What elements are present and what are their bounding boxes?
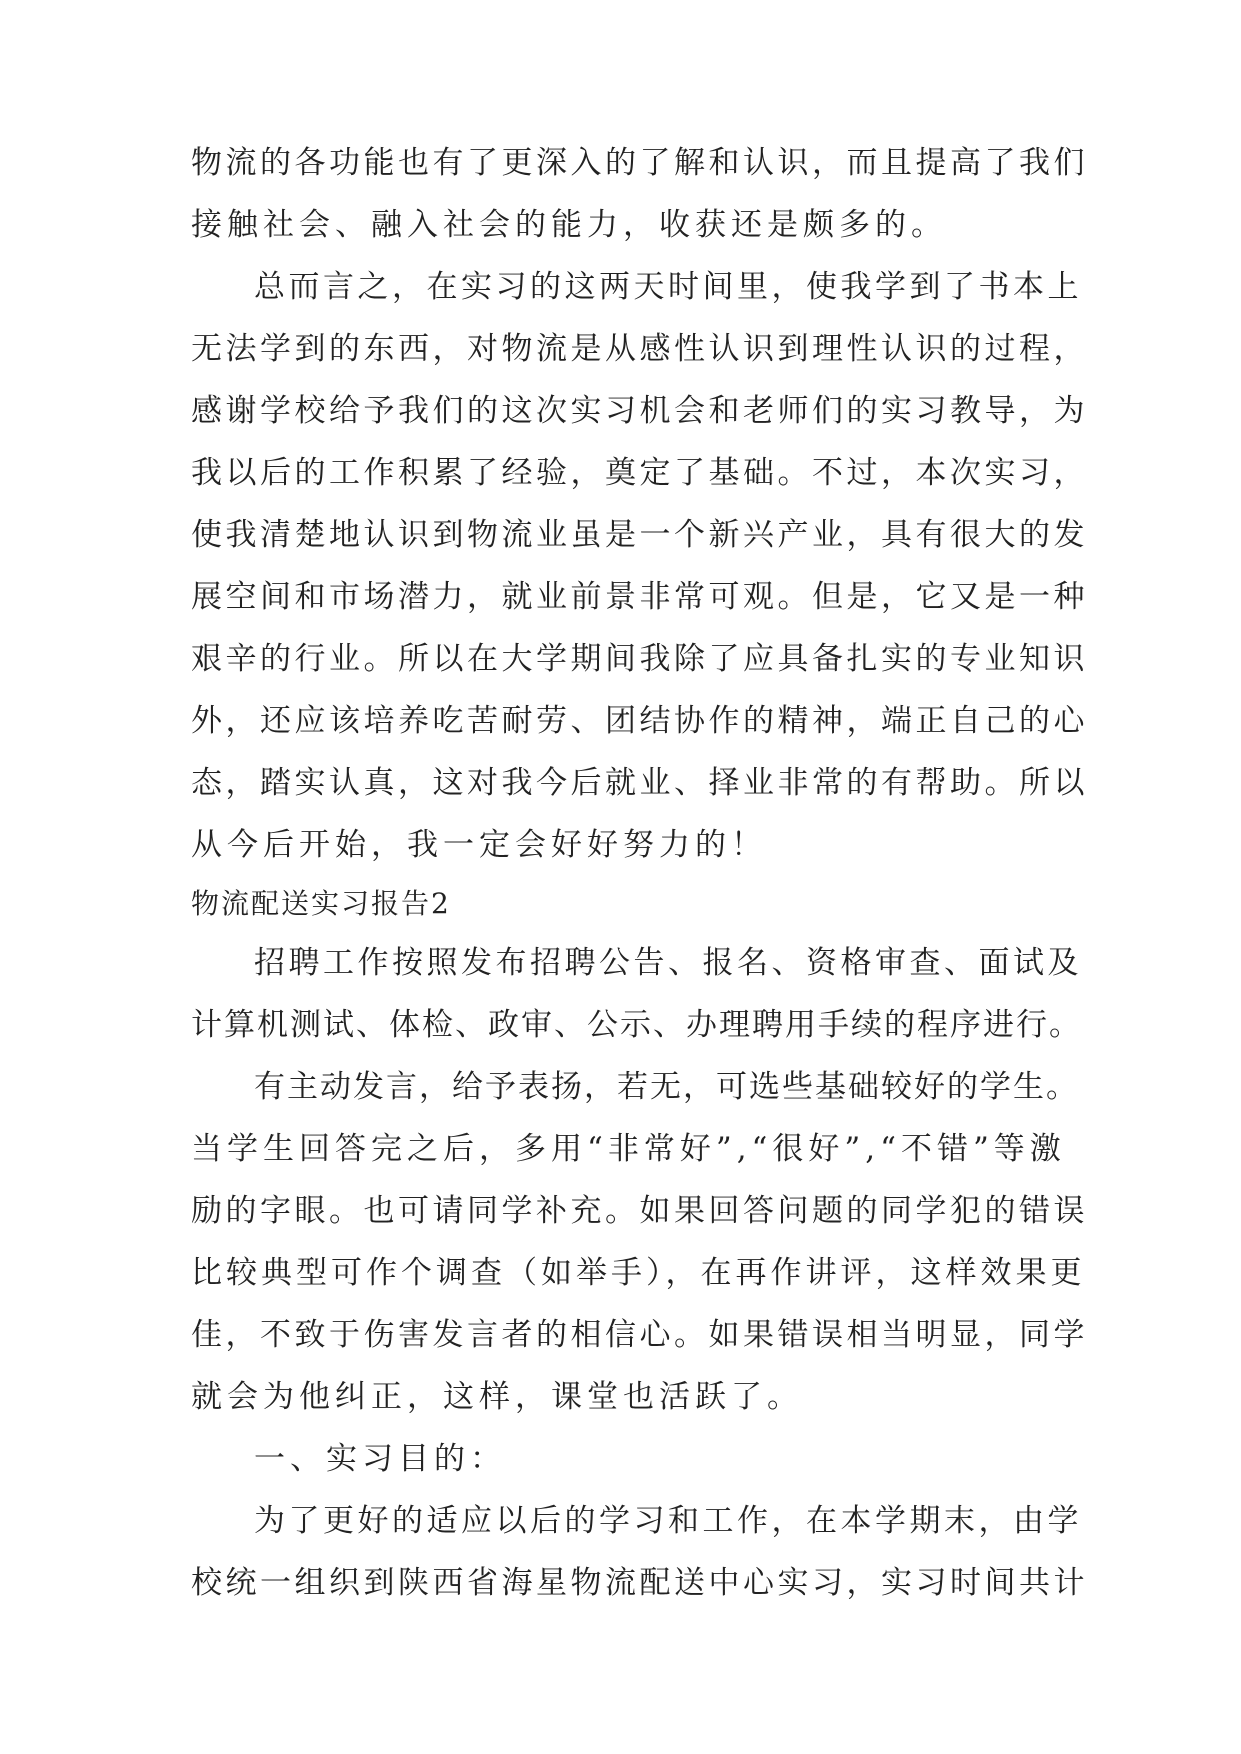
text-line: 使我清楚地认识到物流业虽是一个新兴产业，具有很大的发 — [191, 517, 1088, 553]
text-line: 佳，不致于伤害发言者的相信心。如果错误相当明显，同学 — [191, 1317, 1088, 1353]
section-heading: 物流配送实习报告2 — [191, 887, 451, 920]
text-line: 就会为他纠正，这样，课堂也活跃了。 — [191, 1379, 803, 1415]
text-line: 总而言之，在实习的这两天时间里，使我学到了书本上 — [254, 269, 1082, 305]
text-line: 艰辛的行业。所以在大学期间我除了应具备扎实的专业知识 — [191, 641, 1088, 677]
text-line: 励的字眼。也可请同学补充。如果回答问题的同学犯的错误 — [191, 1193, 1088, 1229]
text-line: 无法学到的东西，对物流是从感性认识到理性认识的过程， — [191, 331, 1088, 367]
text-line: 校统一组织到陕西省海星物流配送中心实习，实习时间共计 — [191, 1565, 1088, 1601]
text-line: 招聘工作按照发布招聘公告、报名、资格审查、面试及 — [254, 945, 1082, 981]
text-line: 外，还应该培养吃苦耐劳、团结协作的精神，端正自己的心 — [191, 703, 1088, 739]
text-line: 为了更好的适应以后的学习和工作，在本学期末，由学 — [254, 1503, 1082, 1539]
text-line: 感谢学校给予我们的这次实习机会和老师们的实习教导，为 — [191, 393, 1088, 429]
text-line: 态，踏实认真，这对我今后就业、择业非常的有帮助。所以 — [191, 765, 1088, 801]
subsection-heading: 一、实习目的： — [254, 1441, 506, 1477]
text-line: 当学生回答完之后，多用“非常好”,“很好”,“不错”等激 — [191, 1131, 1066, 1167]
text-line: 比较典型可作个调查（如举手），在再作讲评，这样效果更 — [191, 1255, 1086, 1291]
text-line: 有主动发言，给予表扬，若无，可选些基础较好的学生。 — [254, 1069, 1079, 1105]
text-line: 展空间和市场潜力，就业前景非常可观。但是，它又是一种 — [191, 579, 1088, 615]
text-line: 接触社会、融入社会的能力，收获还是颇多的。 — [191, 207, 947, 243]
text-line: 我以后的工作积累了经验，奠定了基础。不过，本次实习， — [191, 455, 1088, 491]
text-line: 计算机测试、体检、政审、公示、办理聘用手续的程序进行。 — [191, 1007, 1082, 1043]
text-line: 从今后开始，我一定会好好努力的！ — [191, 827, 767, 863]
text-line: 物流的各功能也有了更深入的了解和认识，而且提高了我们 — [191, 145, 1088, 181]
